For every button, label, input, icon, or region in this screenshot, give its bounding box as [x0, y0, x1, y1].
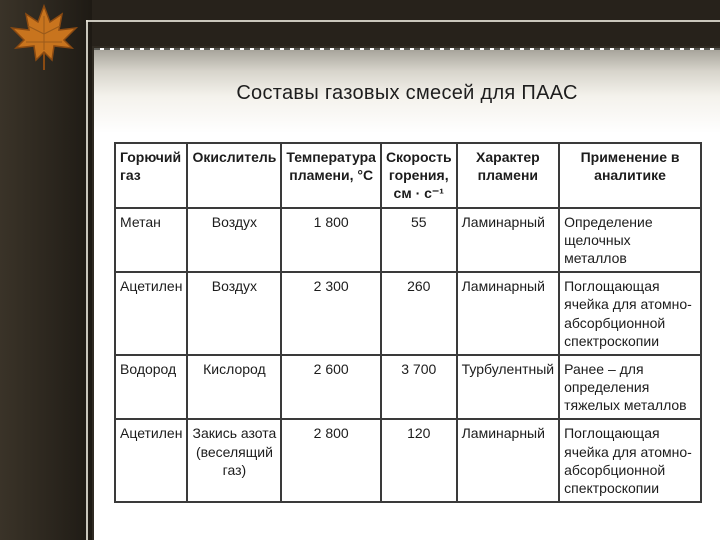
header-flame-type: Характер пламени [457, 143, 560, 208]
cell-temperature: 2 800 [281, 419, 381, 502]
cell-speed: 55 [381, 208, 457, 273]
table-header-row [115, 143, 701, 208]
cell-fuel-gas: Водород [115, 355, 187, 420]
header-flame-temperature: Температура пламени, °С [281, 143, 381, 208]
table-row [115, 272, 701, 355]
frame-vertical-line [86, 20, 88, 540]
top-decor-bar [92, 0, 720, 46]
header-burning-speed: Скорость горения, см · с⁻¹ [381, 143, 457, 208]
cell-speed: 260 [381, 272, 457, 355]
title-band [94, 48, 720, 134]
header-analytical-use: Применение в аналитике [559, 143, 701, 208]
table-row [115, 419, 701, 502]
table-row [115, 208, 701, 273]
maple-leaf-icon [4, 2, 84, 72]
cell-speed: 3 700 [381, 355, 457, 420]
cell-speed: 120 [381, 419, 457, 502]
cell-fuel-gas: Метан [115, 208, 187, 273]
header-fuel-gas: Горючий газ [115, 143, 187, 208]
cell-fuel-gas: Ацетилен [115, 419, 187, 502]
header-oxidizer: Окислитель [187, 143, 281, 208]
frame-horizontal-line [86, 20, 720, 22]
slide-content [94, 132, 720, 540]
cell-flame-type: Ламинарный [457, 419, 560, 502]
cell-application: Поглощающая ячейка для атомно-абсорбционной спектроскопии [559, 419, 701, 502]
cell-temperature: 1 800 [281, 208, 381, 273]
cell-flame-type: Ламинарный [457, 208, 560, 273]
cell-oxidizer: Воздух [187, 208, 281, 273]
cell-oxidizer: Кислород [187, 355, 281, 420]
cell-application: Определение щелочных металлов [559, 208, 701, 273]
slide-title: Составы газовых смесей для ПААС [236, 82, 578, 104]
cell-temperature: 2 600 [281, 355, 381, 420]
table-row [115, 355, 701, 420]
cell-temperature: 2 300 [281, 272, 381, 355]
cell-fuel-gas: Ацетилен [115, 272, 187, 355]
cell-application: Поглощающая ячейка для атомно-абсорбционной спектроскопии [559, 272, 701, 355]
cell-oxidizer: Закись азота (веселящий газ) [187, 419, 281, 502]
cell-flame-type: Турбулентный [457, 355, 560, 420]
left-decor-bar [0, 0, 92, 540]
cell-oxidizer: Воздух [187, 272, 281, 355]
gas-mixture-table [114, 142, 702, 503]
cell-application: Ранее – для определения тяжелых металлов [559, 355, 701, 420]
cell-flame-type: Ламинарный [457, 272, 560, 355]
